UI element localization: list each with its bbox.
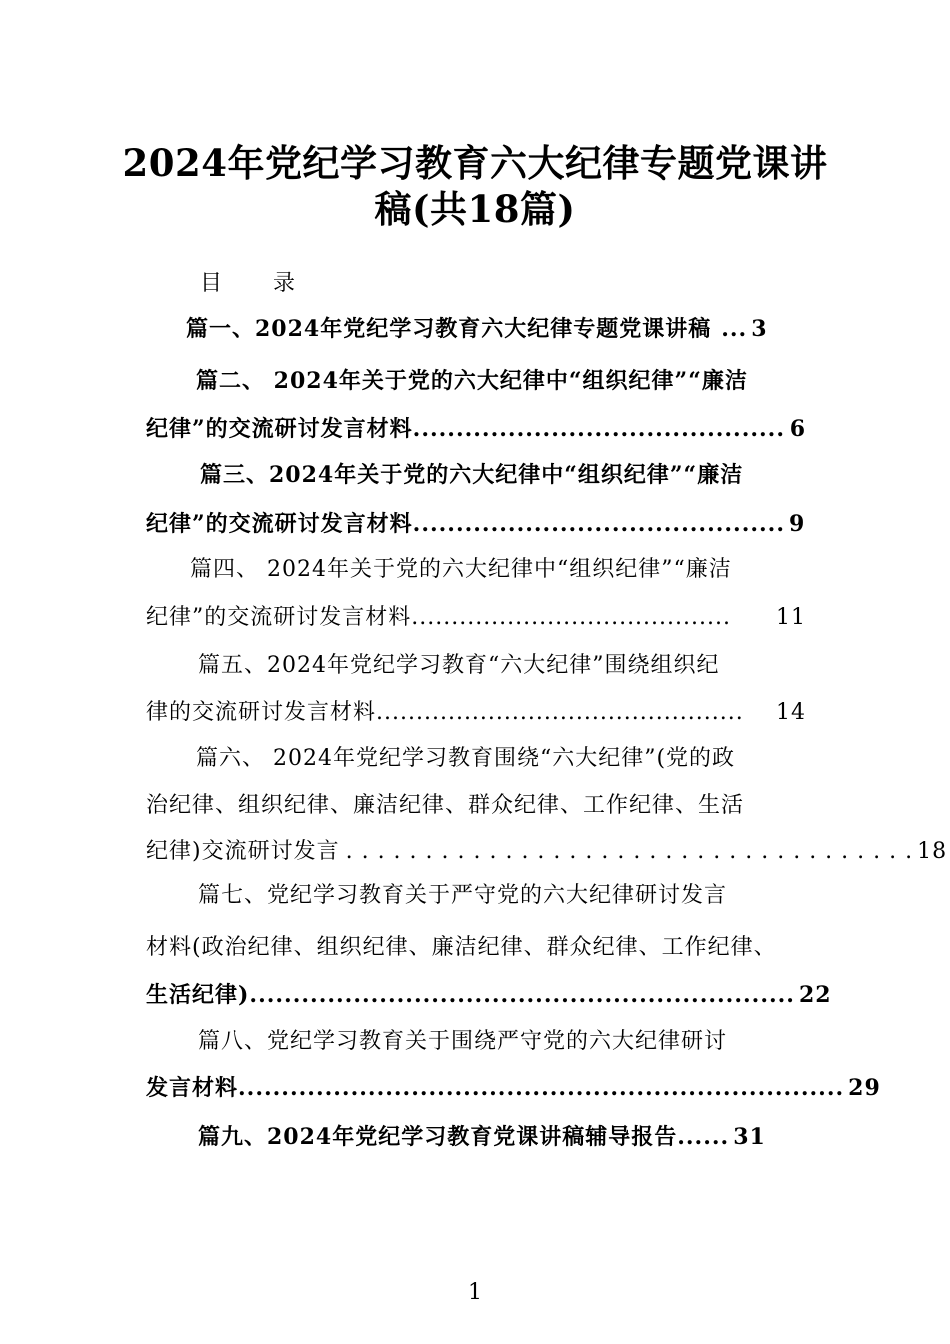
toc-entry-last-line: [146, 600, 806, 631]
toc-leader-dots: ...............................................................: [249, 982, 795, 1008]
toc-entry-last-line: [146, 834, 948, 865]
toc-entry-title: 纪律”的交流研讨发言材料: [146, 605, 412, 630]
toc-entry-last-line: [146, 1071, 881, 1102]
toc-leader-dots: ..............................................: [376, 700, 744, 725]
toc-entry-title: 篇一、2024年党纪学习教育六大纪律专题党课讲稿: [186, 316, 712, 342]
toc-entry-line: 材料(政治纪律、组织纪律、廉洁纪律、群众纪律、工作纪律、: [146, 935, 777, 960]
title-line-2: 稿(共18篇): [374, 187, 576, 231]
toc-page-number: 11: [776, 605, 806, 630]
toc-entry-title: 律的交流研讨发言材料: [146, 700, 377, 725]
toc-page-number: 18: [917, 839, 948, 864]
toc-entry-9[interactable]: [198, 1120, 802, 1151]
toc-entry-last-line: [146, 507, 806, 538]
toc-entry-title: 篇九、2024年党纪学习教育党课讲稿辅导报告: [198, 1124, 678, 1150]
toc-page-number: 22: [798, 982, 832, 1008]
toc-entry-title: 生活纪律): [146, 982, 250, 1008]
toc-leader-dots: ...: [721, 316, 748, 342]
toc-leader-dots: ......: [677, 1124, 730, 1150]
toc-entry-1[interactable]: [186, 312, 800, 343]
toc-entry-line: 篇三、2024年关于党的六大纪律中“组织纪律”“廉洁: [200, 462, 744, 488]
toc-page-number: 14: [776, 700, 806, 725]
toc-leader-dots: ...........................................: [412, 416, 786, 442]
toc-leader-dots: ...........................................: [412, 511, 786, 537]
toc-entry-line: 篇四、 2024年关于党的六大纪律中“组织纪律”“廉洁: [190, 557, 732, 582]
toc-page-number: 3: [751, 316, 768, 342]
toc-entry-line: 篇八、党纪学习教育关于围绕严守党的六大纪律研讨: [198, 1029, 728, 1054]
toc-entry-title: 纪律)交流研讨发言: [146, 839, 340, 864]
toc-leader-dots: . . . . . . . . . . . . . . . . . . . . . . . . . . . . . . . . . . . .: [345, 839, 914, 864]
toc-leader-dots: ......................................................................: [238, 1075, 845, 1101]
toc-entry-line: 篇七、党纪学习教育关于严守党的六大纪律研讨发言: [198, 883, 728, 908]
page-number: 1: [468, 1280, 482, 1305]
toc-entry-line: 治纪律、组织纪律、廉洁纪律、群众纪律、工作纪律、生活: [146, 793, 745, 818]
toc-entry-last-line: [146, 978, 832, 1009]
document-title: [120, 140, 830, 232]
toc-page-number: 31: [733, 1124, 766, 1150]
toc-page-number: 6: [789, 416, 806, 442]
toc-entry-last-line: [146, 412, 806, 443]
toc-entry-line: 篇六、 2024年党纪学习教育围绕“六大纪律”(党的政: [196, 746, 736, 771]
title-line-1: 2024年党纪学习教育六大纪律专题党课讲: [122, 141, 828, 185]
toc-entry-last-line: [146, 695, 806, 726]
toc-entry-title: 发言材料: [146, 1075, 239, 1101]
toc-page-number: 29: [848, 1075, 881, 1101]
toc-entry-line: 篇二、 2024年关于党的六大纪律中“组织纪律”“廉洁: [196, 368, 748, 394]
toc-entry-line: 篇五、2024年党纪学习教育“六大纪律”围绕组织纪: [198, 653, 720, 678]
toc-heading: 目 录: [200, 271, 317, 296]
toc-leader-dots: ........................................: [411, 605, 731, 630]
toc-entry-title: 纪律”的交流研讨发言材料: [146, 416, 413, 442]
toc-entry-title: 纪律”的交流研讨发言材料: [146, 511, 413, 537]
toc-page-number: 9: [789, 511, 806, 537]
